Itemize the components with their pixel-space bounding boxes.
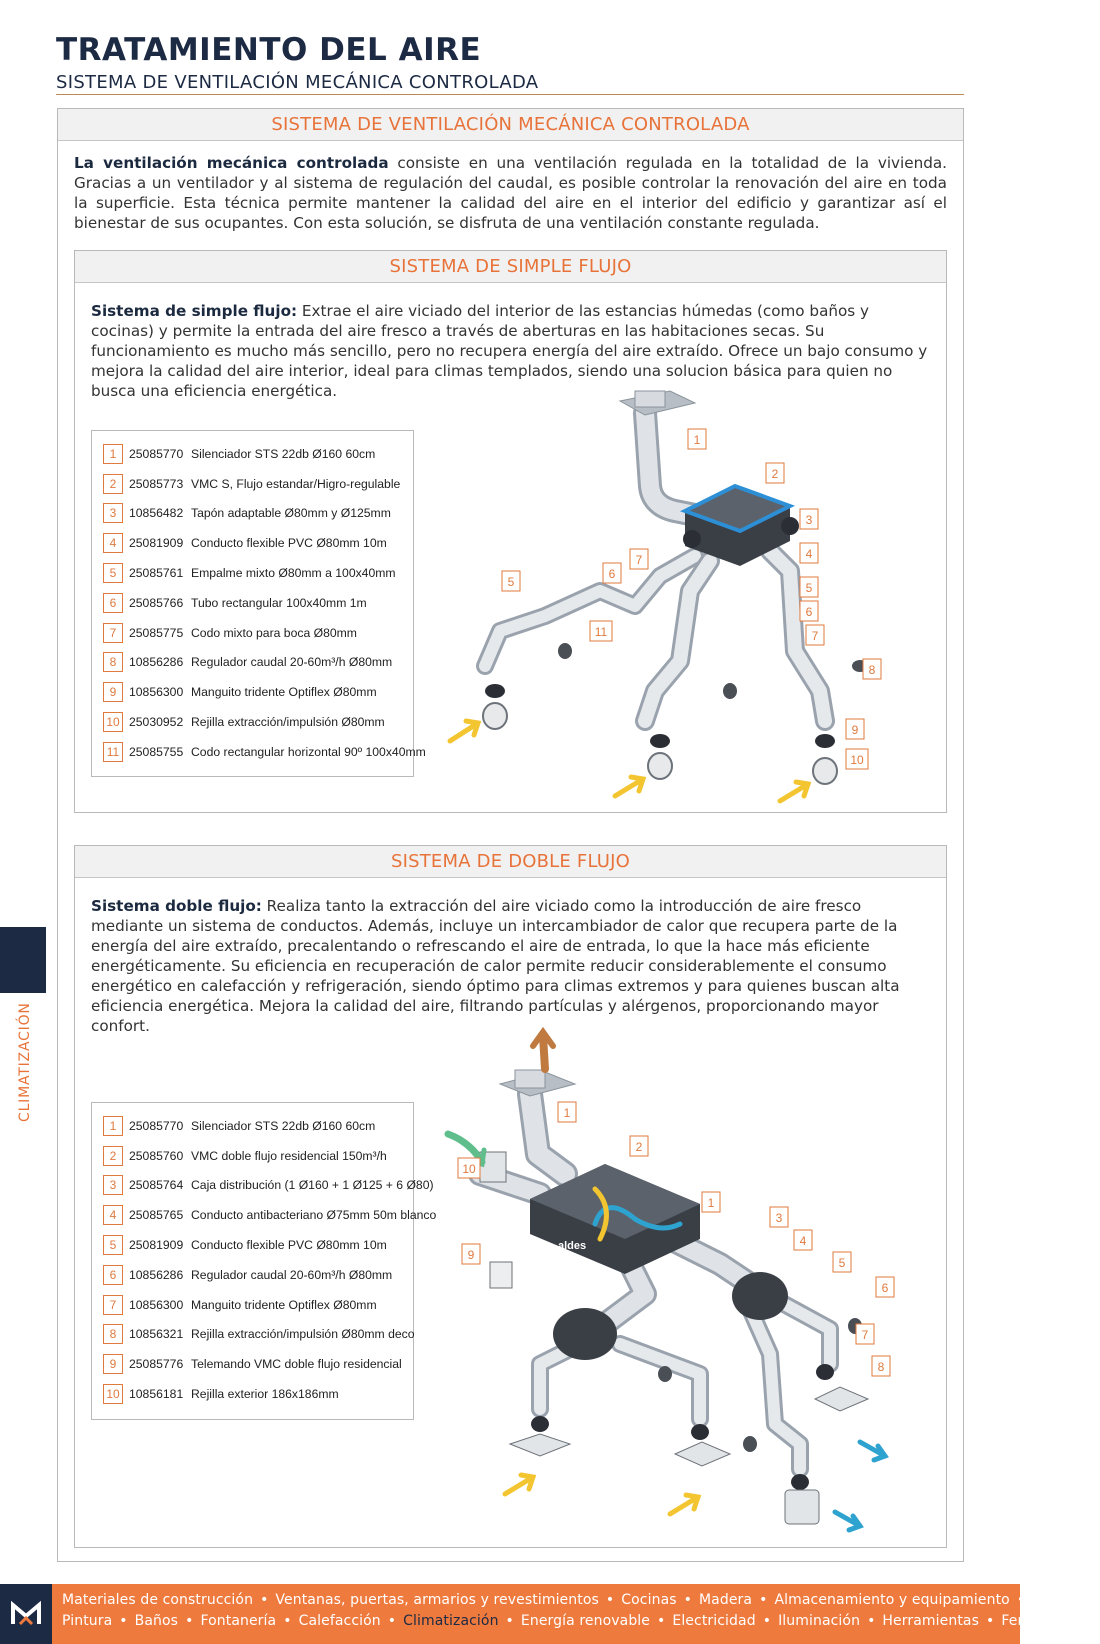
part-code: 25085776 — [129, 1357, 184, 1372]
air-flow-arrow-icon — [448, 1032, 885, 1530]
footer-category-link[interactable]: Almacenamiento y equipamiento — [774, 1592, 1010, 1608]
part-description: Rejilla extracción/impulsión Ø80mm — [191, 715, 385, 730]
part-number: 8 — [103, 1324, 123, 1344]
part-row — [103, 1200, 437, 1230]
svg-text:3: 3 — [805, 513, 813, 527]
part-row — [103, 1260, 402, 1290]
footer-separator: • — [867, 1613, 876, 1629]
footer-separator: • — [762, 1613, 772, 1629]
part-row — [103, 439, 402, 469]
part-description: Rejilla exterior 186x186mm — [191, 1387, 339, 1402]
callout — [630, 549, 648, 569]
part-description: Manguito tridente Optiflex Ø80mm — [191, 1297, 377, 1312]
part-code: 25085755 — [129, 744, 184, 759]
svg-text:1: 1 — [707, 1196, 715, 1210]
callout — [770, 1207, 788, 1227]
intro-bold: La ventilación mecánica controlada — [74, 154, 389, 172]
svg-text:8: 8 — [868, 663, 876, 677]
callout — [800, 543, 818, 563]
sidebar-label: CLIMATIZACIÓN — [17, 1002, 33, 1122]
part-description: Tubo rectangular 100x40mm 1m — [191, 595, 367, 610]
intro-paragraph — [74, 153, 947, 233]
footer-separator: • — [1016, 1592, 1026, 1608]
simple-flow-bold: Sistema de simple flujo: — [91, 302, 298, 320]
part-row — [103, 1349, 402, 1379]
part-row — [103, 528, 402, 558]
part-code: 25030952 — [129, 715, 184, 730]
part-code: 10856181 — [129, 1387, 184, 1402]
svg-text:9: 9 — [467, 1248, 475, 1262]
svg-text:aldes: aldes — [558, 1240, 587, 1252]
footer-category-link[interactable]: Electricidad — [672, 1613, 756, 1629]
part-row — [103, 588, 402, 618]
part-code: 25085766 — [129, 595, 184, 610]
part-description: Tapón adaptable Ø80mm y Ø125mm — [191, 506, 391, 521]
svg-text:6: 6 — [881, 1281, 889, 1295]
footer-category-link[interactable]: Fontanería — [200, 1613, 277, 1629]
callout — [872, 1356, 890, 1376]
part-description: Regulador caudal 20-60m³/h Ø80mm — [191, 655, 393, 670]
callout — [766, 463, 784, 483]
footer-separator: • — [759, 1592, 768, 1608]
footer-separator: • — [657, 1613, 666, 1629]
callout — [794, 1230, 812, 1250]
double-flow-diagram — [430, 1024, 930, 1534]
double-flow-text: Realiza tanto la extracción del aire viciado como la introducción de aire fresco mediante un sistema de conductos. Además, incluye un intercambiador de calor que recupera parte de la energía del aire extraído, precalentando o refrescando el aire de entrada, lo que la hace más eficiente energéticamente. Su eficiencia en recuperación de calor permite reducir considerablemente el consumo energético en calefacción y refrigeración, siendo óptimo para climas extremos y para quienes buscan alta eficiencia energética. Mejora la calidad del aire, filtrando partículas y alérgenos, proporcionando mayor confort. — [91, 897, 900, 1035]
callout — [603, 563, 621, 583]
part-number: 11 — [103, 742, 123, 762]
footer-category-link[interactable]: Iluminación — [778, 1613, 861, 1629]
part-code: 25085760 — [129, 1148, 184, 1163]
callout — [688, 429, 706, 449]
part-description: Rejilla extracción/impulsión Ø80mm deco — [191, 1327, 415, 1342]
callout — [590, 621, 612, 641]
part-row — [103, 677, 402, 707]
footer-category-link[interactable]: Cerámica — [1032, 1592, 1100, 1608]
part-description: VMC doble flujo residencial 150m³/h — [191, 1148, 387, 1163]
svg-text:2: 2 — [771, 467, 779, 481]
callout — [800, 509, 818, 529]
part-number: 9 — [103, 1354, 123, 1374]
part-number: 4 — [103, 533, 123, 553]
part-number: 7 — [103, 1295, 123, 1315]
footer-separator: • — [605, 1592, 615, 1608]
svg-text:2: 2 — [635, 1140, 643, 1154]
part-code: 25085770 — [129, 446, 184, 461]
svg-text:5: 5 — [805, 581, 813, 595]
part-row — [103, 1111, 402, 1141]
callout — [502, 571, 520, 591]
callout — [458, 1158, 480, 1178]
footer-category-link[interactable]: Calefacción — [298, 1613, 381, 1629]
part-number: 7 — [103, 623, 123, 643]
svg-text:7: 7 — [635, 553, 643, 567]
part-number: 1 — [103, 444, 123, 464]
part-row — [103, 1290, 402, 1320]
footer-separator: • — [387, 1613, 397, 1629]
footer-category-link[interactable]: Baños — [134, 1613, 179, 1629]
part-description: Manguito tridente Optiflex Ø80mm — [191, 685, 377, 700]
part-description: Telemando VMC doble flujo residencial — [191, 1357, 402, 1372]
part-code: 10856300 — [129, 685, 184, 700]
svg-text:1: 1 — [693, 433, 701, 447]
part-code: 10856482 — [129, 506, 184, 521]
footer-category-link[interactable]: Ventanas, puertas, armarios y revestimientos — [275, 1592, 599, 1608]
part-code: 10856286 — [129, 1267, 184, 1282]
footer — [0, 1584, 1100, 1644]
double-flow-description — [91, 896, 932, 1036]
part-number: 5 — [103, 563, 123, 583]
part-number: 3 — [103, 1175, 123, 1195]
page-title: TRATAMIENTO DEL AIRE — [56, 32, 482, 68]
svg-text:7: 7 — [811, 629, 819, 643]
part-number: 8 — [103, 652, 123, 672]
part-number: 5 — [103, 1235, 123, 1255]
part-row — [103, 648, 402, 678]
callout — [630, 1136, 648, 1156]
part-description: Codo rectangular horizontal 90º 100x40mm — [191, 744, 426, 759]
svg-text:10: 10 — [850, 753, 864, 767]
part-code: 10856300 — [129, 1297, 184, 1312]
part-row — [103, 1141, 402, 1171]
part-row — [103, 1230, 402, 1260]
footer-category-link[interactable]: Energía renovable — [520, 1613, 651, 1629]
svg-text:1: 1 — [563, 1106, 571, 1120]
part-row — [103, 1320, 415, 1350]
simple-parts-list — [91, 430, 426, 777]
part-number: 1 — [103, 1116, 123, 1136]
part-description: Caja distribución (1 Ø160 + 1 Ø125 + 6 Ø80) — [191, 1178, 434, 1193]
svg-text:6: 6 — [608, 567, 616, 581]
intro-text: consiste en una ventilación regulada en la totalidad de la vivienda. Gracias a un ventilador y al sistema de regulación del caudal, es posible controlar la renovación del aire en toda la superficie. Esta técnica permite mantener la calidad del aire en el interior del edificio y garantizar así el bienestar de sus ocupantes. Con esta solución, se disfruta de una ventilación constante regulada. — [74, 154, 947, 232]
svg-text:4: 4 — [799, 1234, 807, 1248]
part-row — [103, 469, 402, 499]
part-row — [103, 737, 426, 767]
air-flow-arrow-icon — [450, 721, 808, 801]
simple-flow-text: Extrae el aire viciado del interior de las estancias húmedas (como baños y cocinas) y permite la entrada del aire fresco a través de aberturas en las habitaciones secas. Su funcionamiento es mucho más sencillo, pero no recupera energía del aire extraído. Ofrece un bajo consumo y mejora la calidad del aire interior, ideal para climas templados, siendo una solucion básica para quien no busca una eficiencia energética. — [91, 302, 928, 400]
footer-separator: • — [985, 1613, 995, 1629]
footer-category-link[interactable]: Climatización — [403, 1613, 499, 1629]
part-code: 25085764 — [129, 1178, 184, 1193]
footer-categories-line-2 — [62, 1613, 1070, 1629]
main-section — [57, 108, 964, 1562]
part-code: 25085761 — [129, 566, 184, 581]
part-description: Silenciador STS 22db Ø160 60cm — [191, 1118, 376, 1133]
callout — [846, 749, 868, 769]
part-number: 3 — [103, 503, 123, 523]
part-row — [103, 558, 402, 588]
svg-text:9: 9 — [851, 723, 859, 737]
callout — [863, 659, 881, 679]
sidebar-tab — [0, 927, 46, 993]
part-row — [103, 499, 402, 529]
part-code: 25085770 — [129, 1118, 184, 1133]
footer-separator: • — [683, 1592, 692, 1608]
part-code: 25085765 — [129, 1208, 184, 1223]
part-code: 10856286 — [129, 655, 184, 670]
part-code: 25085773 — [129, 476, 184, 491]
callout — [806, 625, 824, 645]
callout — [702, 1192, 720, 1212]
callout — [462, 1244, 480, 1264]
double-flow-bold: Sistema doble flujo: — [91, 897, 262, 915]
part-number: 10 — [103, 712, 123, 732]
part-row — [103, 1379, 402, 1409]
part-number: 2 — [103, 1146, 123, 1166]
simple-flow-heading: SISTEMA DE SIMPLE FLUJO — [75, 251, 946, 283]
footer-category-link[interactable]: Pintura — [62, 1613, 113, 1629]
part-number: 6 — [103, 1265, 123, 1285]
part-row — [103, 1171, 434, 1201]
simple-flow-diagram — [430, 391, 930, 811]
footer-category-link[interactable]: Cocinas — [621, 1592, 677, 1608]
title-rule — [56, 94, 964, 95]
svg-text:11: 11 — [594, 625, 608, 639]
callout — [558, 1102, 576, 1122]
callout — [800, 601, 818, 621]
simple-flow-section — [74, 250, 947, 813]
part-description: Conducto flexible PVC Ø80mm 10m — [191, 536, 387, 551]
part-row — [103, 618, 402, 648]
part-code: 10856321 — [129, 1327, 184, 1342]
part-description: Regulador caudal 20-60m³/h Ø80mm — [191, 1267, 393, 1282]
callout — [800, 577, 818, 597]
callout — [833, 1252, 851, 1272]
part-number: 2 — [103, 474, 123, 494]
part-number: 9 — [103, 682, 123, 702]
svg-text:8: 8 — [877, 1360, 885, 1374]
footer-category-link[interactable]: Materiales de construcción — [62, 1592, 254, 1608]
part-description: Silenciador STS 22db Ø160 60cm — [191, 446, 376, 461]
main-section-heading: SISTEMA DE VENTILACIÓN MECÁNICA CONTROLADA — [58, 109, 963, 141]
svg-text:5: 5 — [838, 1256, 846, 1270]
svg-text:6: 6 — [805, 605, 813, 619]
simple-flow-description — [91, 301, 932, 401]
footer-separator: • — [119, 1613, 128, 1629]
part-code: 25081909 — [129, 536, 184, 551]
footer-category-link[interactable]: Herramientas — [882, 1613, 979, 1629]
svg-text:7: 7 — [861, 1328, 869, 1342]
part-code: 25081909 — [129, 1238, 184, 1253]
part-code: 25085775 — [129, 625, 184, 640]
callout — [846, 719, 864, 739]
footer-categories-line-1 — [62, 1592, 1100, 1608]
part-description: Conducto flexible PVC Ø80mm 10m — [191, 1238, 387, 1253]
part-description: VMC S, Flujo estandar/Higro-regulable — [191, 476, 401, 491]
callout — [876, 1277, 894, 1297]
footer-category-link[interactable]: Ferretería — [1001, 1613, 1071, 1629]
part-description: Empalme mixto Ø80mm a 100x40mm — [191, 566, 396, 581]
part-number: 4 — [103, 1205, 123, 1225]
footer-separator: • — [283, 1613, 292, 1629]
svg-text:10: 10 — [462, 1162, 476, 1176]
page-subtitle: SISTEMA DE VENTILACIÓN MECÁNICA CONTROLADA — [56, 72, 539, 93]
callout — [856, 1324, 874, 1344]
footer-separator: • — [185, 1613, 194, 1629]
part-description: Conducto antibacteriano Ø75mm 50m blanco — [191, 1208, 437, 1223]
double-flow-section — [74, 845, 947, 1548]
svg-text:4: 4 — [805, 547, 813, 561]
footer-separator: • — [505, 1613, 514, 1629]
footer-category-link[interactable]: Madera — [699, 1592, 753, 1608]
double-flow-heading: SISTEMA DE DOBLE FLUJO — [75, 846, 946, 878]
footer-separator: • — [260, 1592, 269, 1608]
part-number: 6 — [103, 593, 123, 613]
svg-text:5: 5 — [507, 575, 515, 589]
svg-text:3: 3 — [775, 1211, 783, 1225]
part-description: Codo mixto para boca Ø80mm — [191, 625, 357, 640]
part-row — [103, 707, 402, 737]
part-number: 10 — [103, 1384, 123, 1404]
double-parts-list — [91, 1102, 437, 1420]
m-logo-icon — [0, 1584, 52, 1644]
